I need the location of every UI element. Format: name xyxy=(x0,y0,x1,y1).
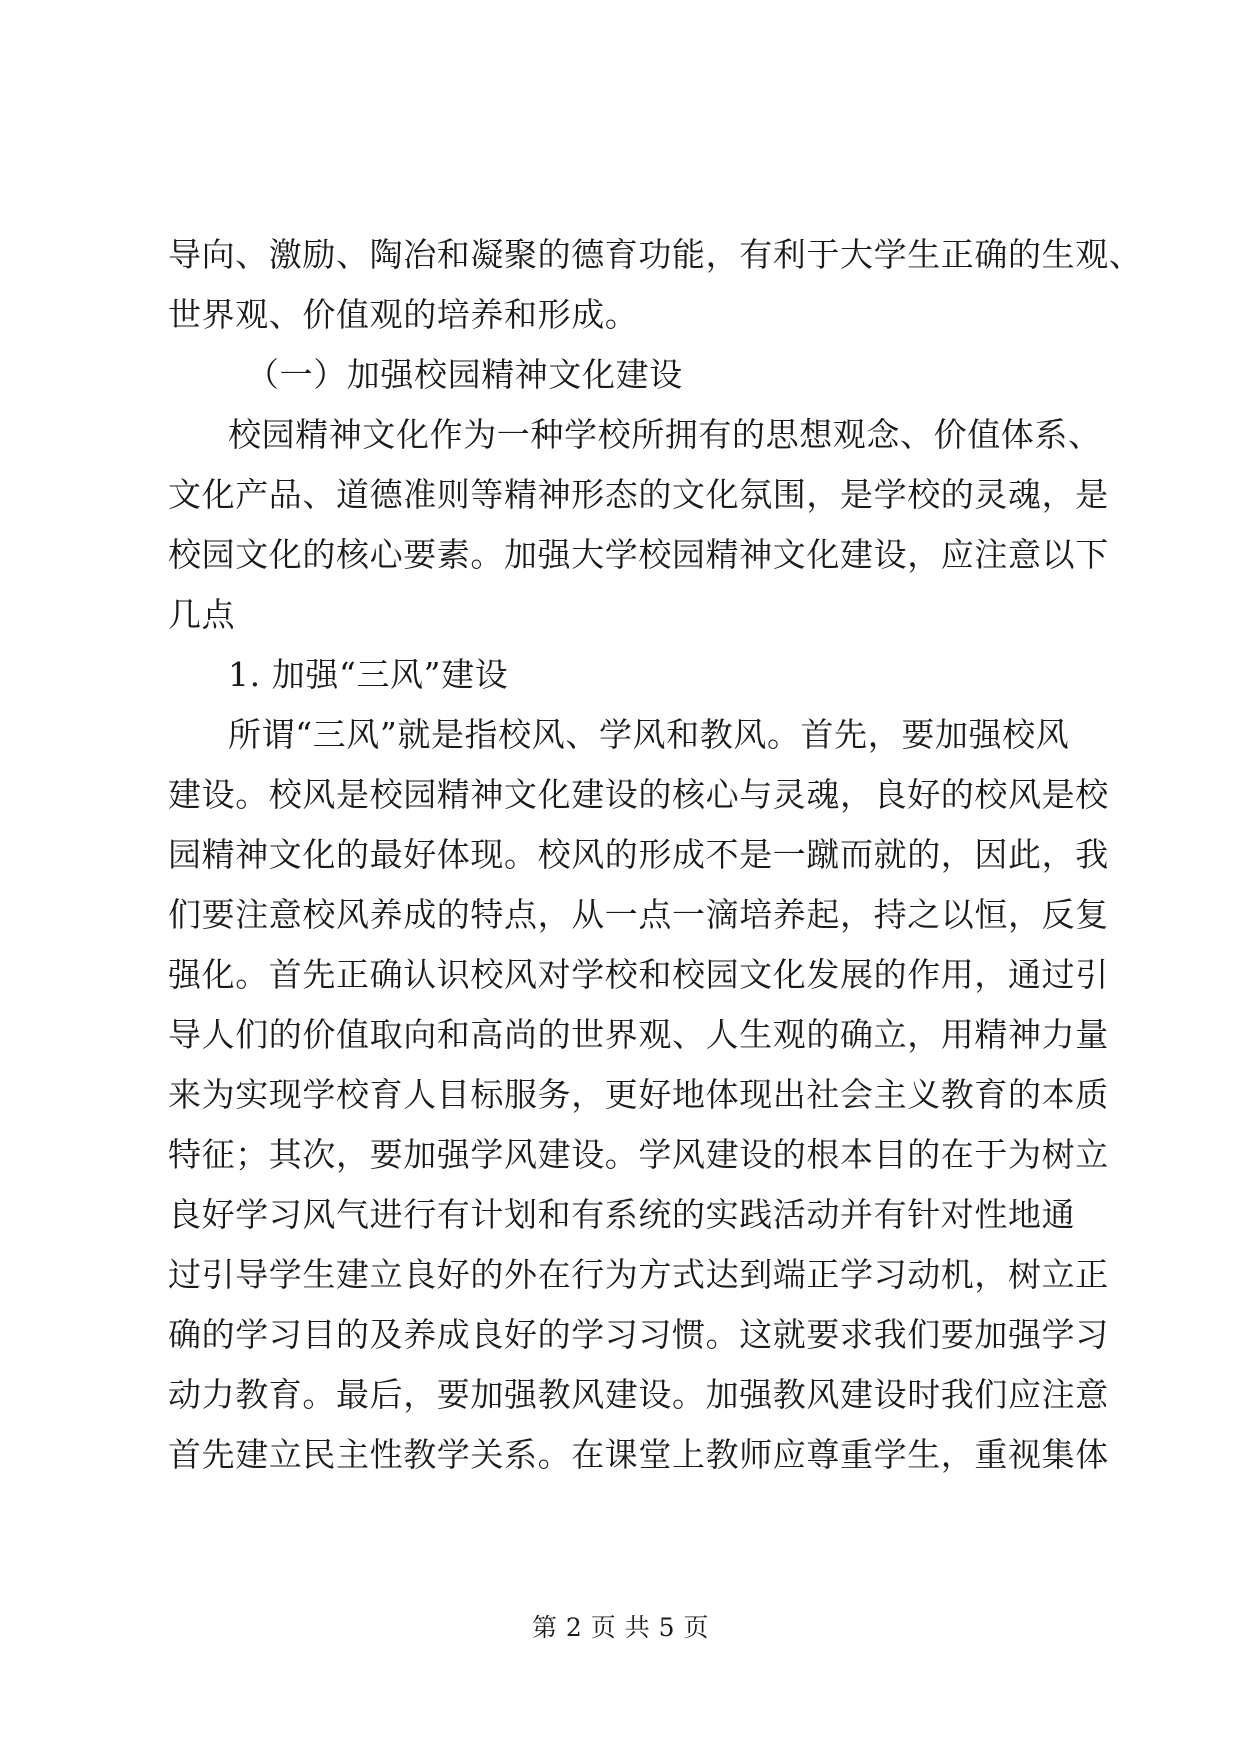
text-line: 动力教育。最后，要加强教风建设。加强教风建设时我们应注意 xyxy=(168,1375,1109,1414)
text-line: 导向、激励、陶冶和凝聚的德育功能，有利于大学生正确的生观、 xyxy=(168,235,1143,274)
text-line: 导人们的价值取向和高尚的世界观、人生观的确立，用精神力量 xyxy=(168,1015,1109,1054)
text-line: 建设。校风是校园精神文化建设的核心与灵魂，良好的校风是校 xyxy=(168,775,1109,814)
text-line: 过引导学生建立良好的外在行为方式达到端正学习动机，树立正 xyxy=(168,1255,1109,1294)
text-line: 几点 xyxy=(168,595,236,634)
text-line: 校园精神文化作为一种学校所拥有的思想观念、价值体系、 xyxy=(228,415,1102,454)
subsection-heading: 1. 加强“三风”建设 xyxy=(228,655,509,694)
text-line: 园精神文化的最好体现。校风的形成不是一蹴而就的，因此，我 xyxy=(168,835,1109,874)
text-line: 确的学习目的及养成良好的学习习惯。这就要求我们要加强学习 xyxy=(168,1315,1109,1354)
text-line: 校园文化的核心要素。加强大学校园精神文化建设，应注意以下 xyxy=(168,535,1109,574)
text-line: 特征；其次，要加强学风建设。学风建设的根本目的在于为树立 xyxy=(168,1135,1109,1174)
text-line: 所谓“三风”就是指校风、学风和教风。首先，要加强校风 xyxy=(228,715,1070,754)
body-text xyxy=(168,225,1143,1485)
text-line: 首先建立民主性教学关系。在课堂上教师应尊重学生，重视集体 xyxy=(168,1435,1109,1474)
text-line: 文化产品、道德准则等精神形态的文化氛围，是学校的灵魂，是 xyxy=(168,475,1109,514)
text-line: 们要注意校风养成的特点，从一点一滴培养起，持之以恒，反复 xyxy=(168,895,1109,934)
section-heading: （一）加强校园精神文化建设 xyxy=(246,355,683,394)
text-line: 良好学习风气进行有计划和有系统的实践活动并有针对性地通 xyxy=(168,1195,1076,1234)
text-line: 强化。首先正确认识校风对学校和校园文化发展的作用，通过引 xyxy=(168,955,1109,994)
text-line: 世界观、价值观的培养和形成。 xyxy=(168,295,639,334)
text-line: 来为实现学校育人目标服务，更好地体现出社会主义教育的本质 xyxy=(168,1075,1109,1114)
page-footer: 第 2 页 共 5 页 xyxy=(531,1613,710,1642)
